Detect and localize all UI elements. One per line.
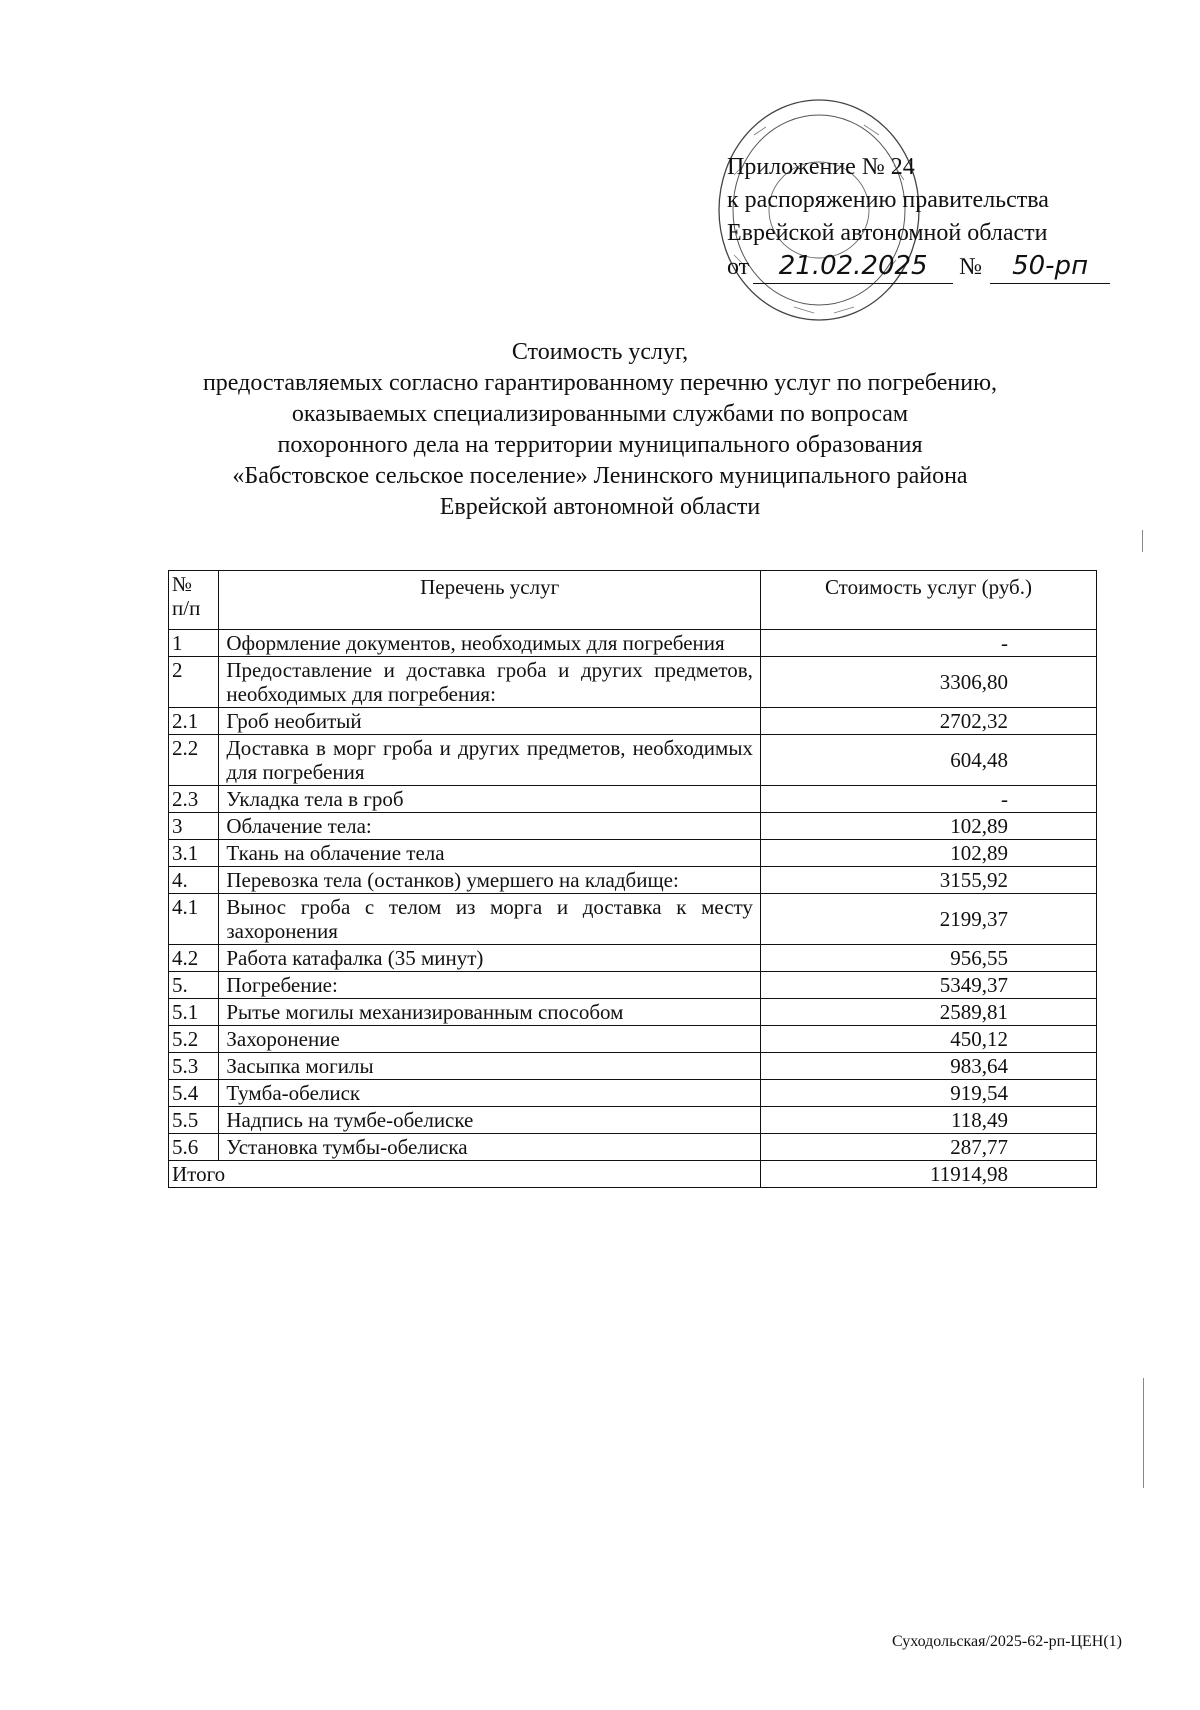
row-service-name: Гроб необитый — [219, 708, 761, 735]
header-num: № п/п — [169, 571, 219, 630]
title-line-1: Стоимость услуг, — [511, 339, 689, 365]
row-cost: 102,89 — [760, 813, 1096, 840]
services-table — [168, 570, 1097, 1188]
table-row — [169, 813, 1097, 840]
row-service-name: Предоставление и доставка гроба и других предметов, необходимых для погребения: — [219, 657, 761, 708]
row-num: 3 — [169, 813, 219, 840]
header-cost: Стоимость услуг (руб.) — [760, 571, 1096, 630]
table-row — [169, 708, 1097, 735]
total-row — [169, 1161, 1097, 1188]
row-num: 2.2 — [169, 735, 219, 786]
title-line-3: оказываемых специализированными службами по вопросам — [291, 401, 909, 427]
row-service-name: Перевозка тела (останков) умершего на кладбище: — [219, 867, 761, 894]
row-cost: 287,77 — [760, 1134, 1096, 1161]
row-num: 1 — [169, 630, 219, 657]
table-row — [169, 1053, 1097, 1080]
row-service-name: Укладка тела в гроб — [219, 786, 761, 813]
row-cost: 956,55 — [760, 945, 1096, 972]
title-line-6: Еврейской автономной области — [439, 494, 761, 520]
table-row — [169, 840, 1097, 867]
table-row — [169, 1134, 1097, 1161]
row-service-name: Рытье могилы механизированным способом — [219, 999, 761, 1026]
row-num: 5.2 — [169, 1026, 219, 1053]
date-prefix: от — [727, 254, 750, 280]
row-cost: 450,12 — [760, 1026, 1096, 1053]
table-row — [169, 1107, 1097, 1134]
document-title — [100, 337, 1100, 523]
table-row — [169, 657, 1097, 708]
scan-mark — [1142, 530, 1143, 552]
appendix-line-2: к распоряжению правительства — [727, 187, 1049, 213]
table-row — [169, 999, 1097, 1026]
row-num: 4. — [169, 867, 219, 894]
row-num: 5. — [169, 972, 219, 999]
appendix-line-3: Еврейской автономной области — [727, 220, 1048, 246]
table-row — [169, 630, 1097, 657]
appendix-line-1: Приложение № 24 — [727, 154, 915, 180]
row-cost: 2702,32 — [760, 708, 1096, 735]
row-service-name: Засыпка могилы — [219, 1053, 761, 1080]
row-num: 4.2 — [169, 945, 219, 972]
handwritten-date: 21.02.2025 — [753, 250, 953, 284]
footer-code: Суходольская/2025-62-рп-ЦЕН(1) — [891, 1633, 1122, 1650]
row-num: 5.1 — [169, 999, 219, 1026]
title-line-4: похоронного дела на территории муниципального образования — [277, 432, 923, 458]
number-prefix: № — [959, 254, 983, 280]
table-row — [169, 894, 1097, 945]
row-cost: 3306,80 — [760, 657, 1096, 708]
total-cost: 11914,98 — [760, 1161, 1096, 1188]
row-cost: 5349,37 — [760, 972, 1096, 999]
row-num: 5.4 — [169, 1080, 219, 1107]
title-line-5: «Бабстовское сельское поселение» Ленинского муниципального района — [232, 463, 968, 489]
table-row — [169, 867, 1097, 894]
scan-mark — [1143, 1378, 1144, 1488]
row-cost: - — [760, 630, 1096, 657]
row-num: 2.1 — [169, 708, 219, 735]
row-service-name: Ткань на облачение тела — [219, 840, 761, 867]
table-header-row — [169, 571, 1097, 630]
row-service-name: Надпись на тумбе-обелиске — [219, 1107, 761, 1134]
row-service-name: Захоронение — [219, 1026, 761, 1053]
handwritten-number: 50-рп — [990, 250, 1110, 284]
table-row — [169, 786, 1097, 813]
row-cost: - — [760, 786, 1096, 813]
row-num: 5.5 — [169, 1107, 219, 1134]
row-service-name: Погребение: — [219, 972, 761, 999]
table-body — [169, 630, 1097, 1161]
table-row — [169, 735, 1097, 786]
row-cost: 2589,81 — [760, 999, 1096, 1026]
row-cost: 102,89 — [760, 840, 1096, 867]
appendix-block — [727, 151, 1127, 284]
row-service-name: Тумба-обелиск — [219, 1080, 761, 1107]
row-service-name: Оформление документов, необходимых для погребения — [219, 630, 761, 657]
row-num: 2.3 — [169, 786, 219, 813]
row-cost: 604,48 — [760, 735, 1096, 786]
row-service-name: Доставка в морг гроба и других предметов, необходимых для погребения — [219, 735, 761, 786]
row-cost: 919,54 — [760, 1080, 1096, 1107]
table-row — [169, 945, 1097, 972]
row-service-name: Вынос гроба с телом из морга и доставка к месту захоронения — [219, 894, 761, 945]
row-num: 4.1 — [169, 894, 219, 945]
row-num: 5.3 — [169, 1053, 219, 1080]
row-service-name: Облачение тела: — [219, 813, 761, 840]
table-row — [169, 1026, 1097, 1053]
row-cost: 983,64 — [760, 1053, 1096, 1080]
title-line-2: предоставляемых согласно гарантированному перечню услуг по погребению, — [202, 370, 998, 396]
row-cost: 2199,37 — [760, 894, 1096, 945]
row-num: 3.1 — [169, 840, 219, 867]
row-num: 5.6 — [169, 1134, 219, 1161]
row-num: 2 — [169, 657, 219, 708]
row-service-name: Установка тумбы-обелиска — [219, 1134, 761, 1161]
row-cost: 3155,92 — [760, 867, 1096, 894]
appendix-date-line — [727, 250, 1127, 284]
table-row — [169, 972, 1097, 999]
row-service-name: Работа катафалка (35 минут) — [219, 945, 761, 972]
table-row — [169, 1080, 1097, 1107]
row-cost: 118,49 — [760, 1107, 1096, 1134]
header-name: Перечень услуг — [219, 571, 761, 630]
total-label: Итого — [169, 1161, 761, 1188]
